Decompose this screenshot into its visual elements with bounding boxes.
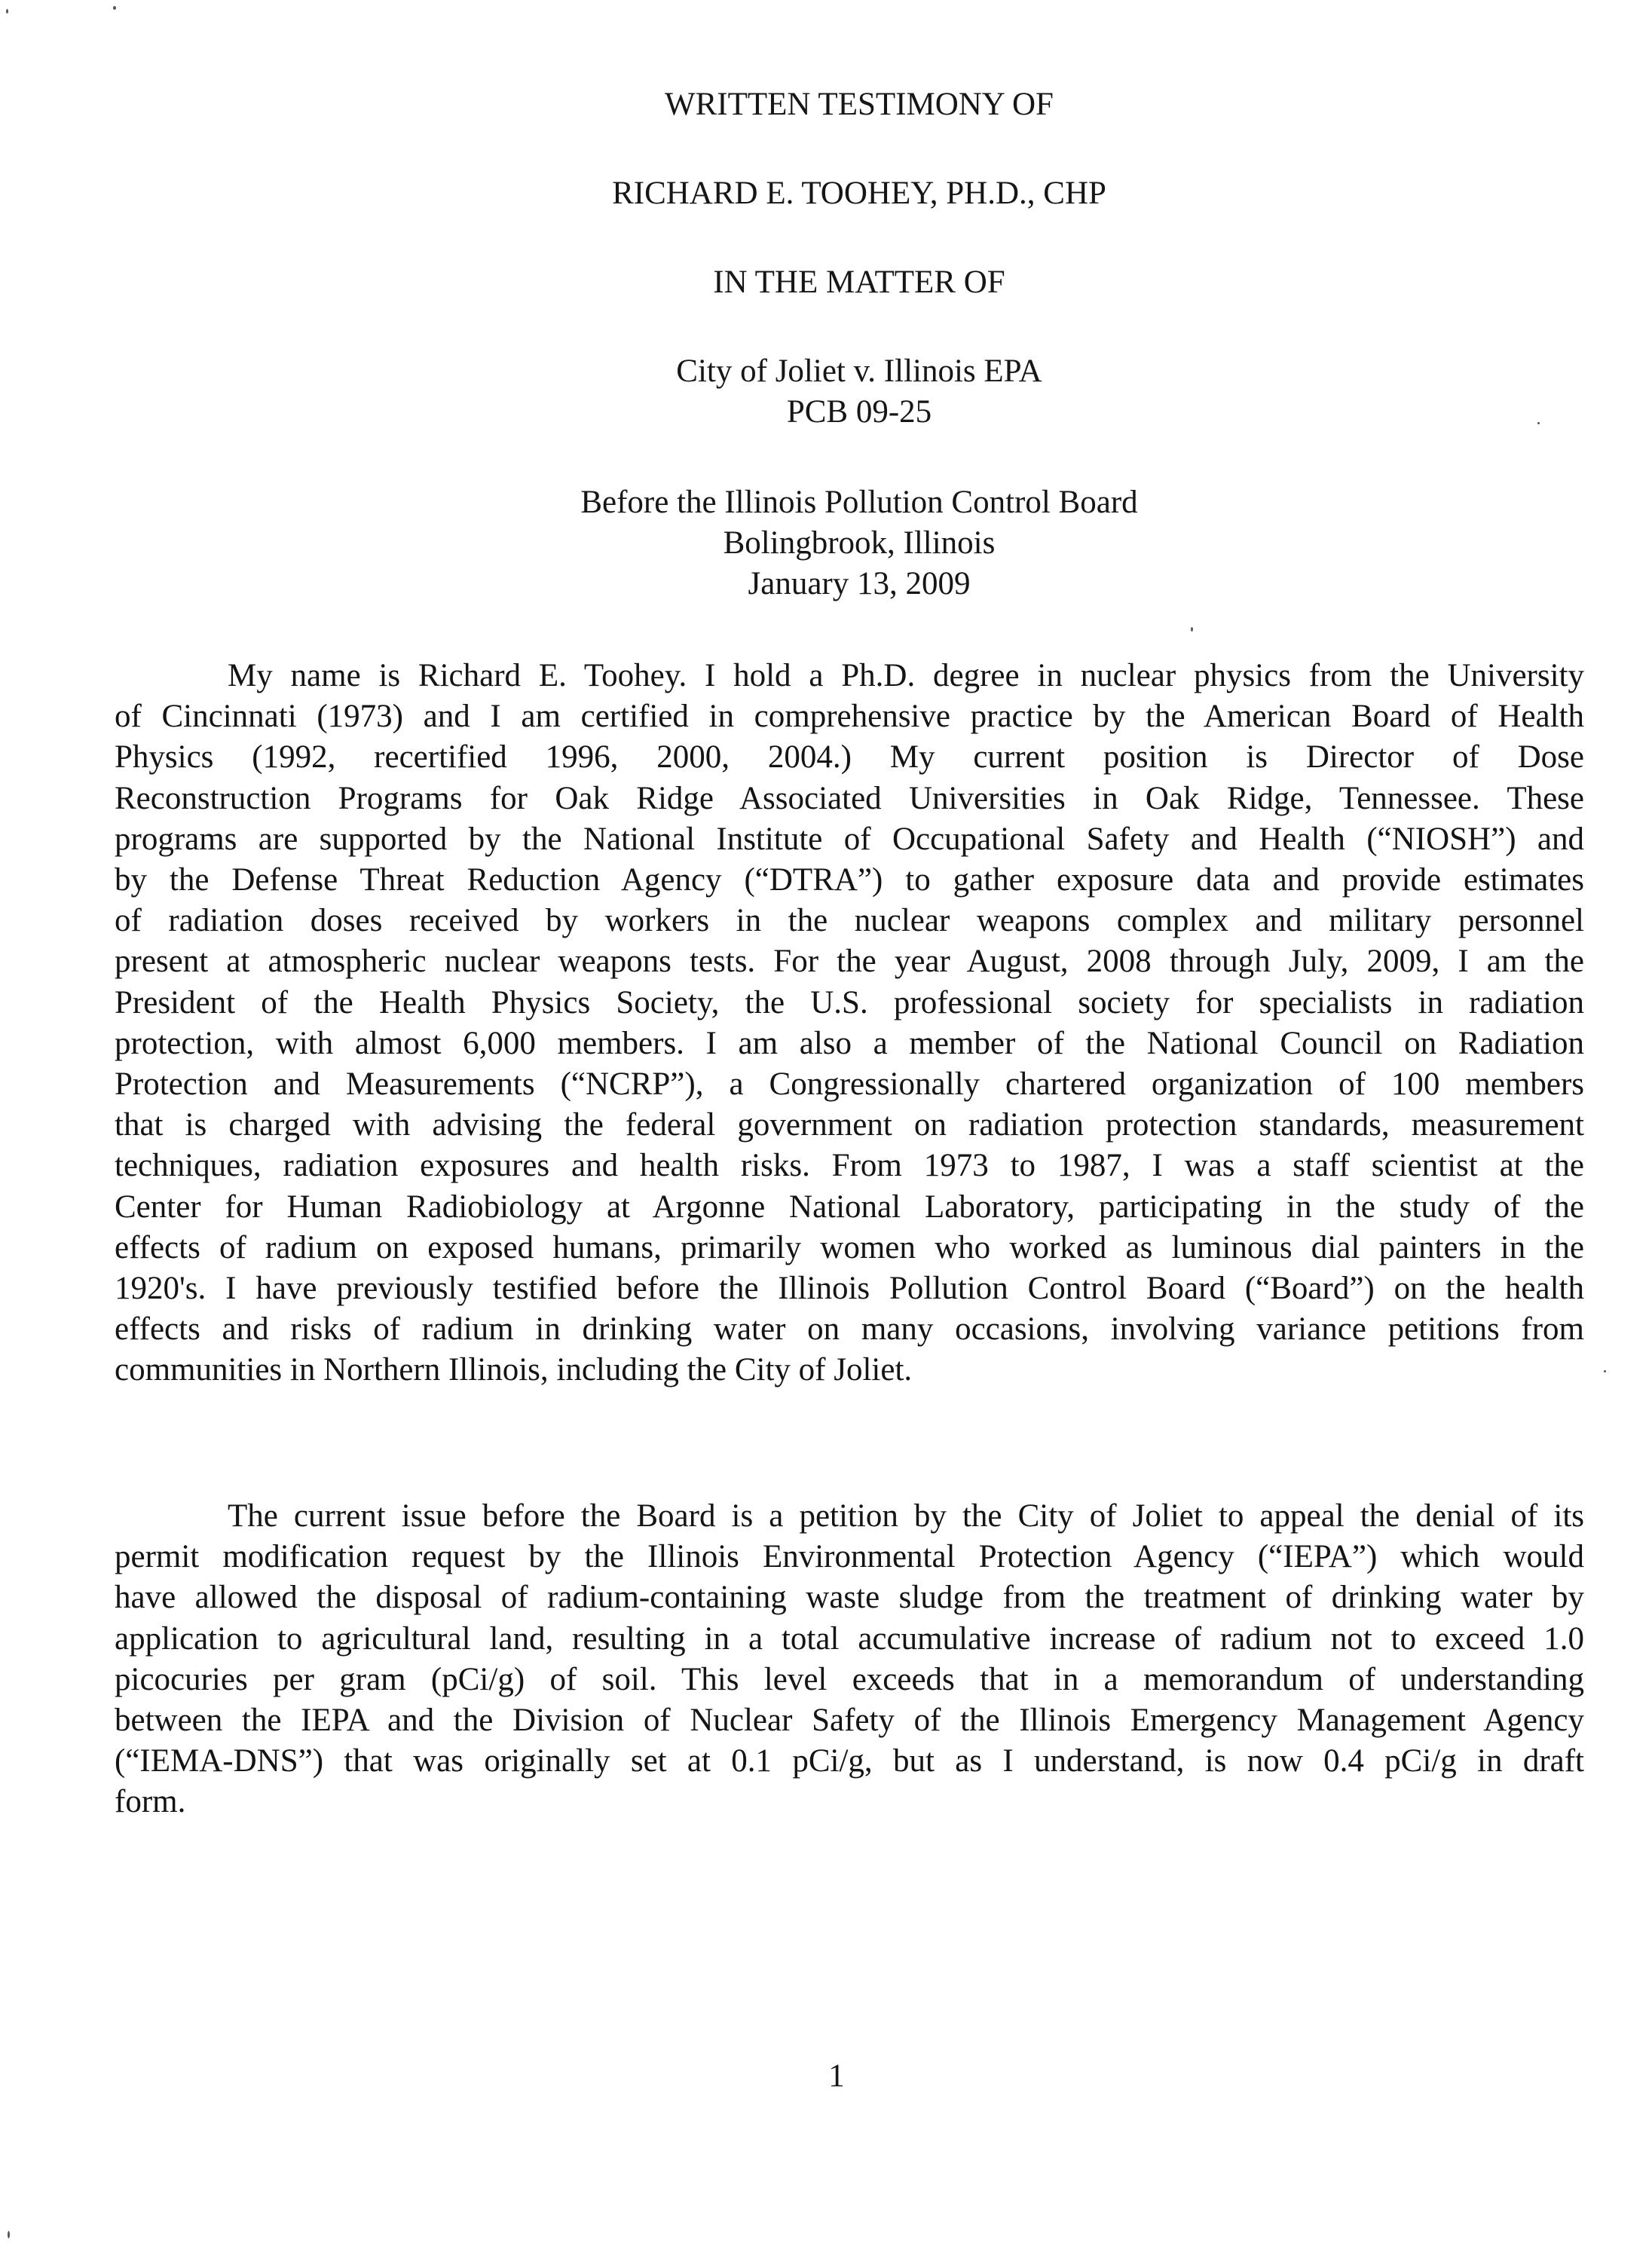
paragraph-line: permit modification request by the Illinois Environmental Protection Agency (“IEPA”) which would bbox=[115, 1539, 1584, 1575]
location-line: Bolingbrook, Illinois bbox=[723, 525, 996, 561]
paragraph-line: application to agricultural land, resulting in a total accumulative increase of radium not to exceed 1.0 bbox=[115, 1620, 1584, 1657]
author-line: RICHARD E. TOOHEY, PH.D., CHP bbox=[612, 176, 1106, 211]
paragraph-line: effects and risks of radium in drinking water on many occasions, involving variance petitions from bbox=[115, 1311, 1584, 1348]
paragraph-line: Reconstruction Programs for Oak Ridge Associated Universities in Oak Ridge, Tennessee. These bbox=[115, 780, 1584, 816]
paragraph-line: (“IEMA-DNS”) that was originally set at 0.1 pCi/g, but as I understand, is now 0.4 pCi/g in draft bbox=[115, 1743, 1584, 1779]
venue-heading bbox=[422, 482, 1296, 604]
paragraph-line: programs are supported by the National Institute of Occupational Safety and Health (“NIOSH”) and bbox=[115, 821, 1584, 857]
case-number: PCB 09-25 bbox=[786, 394, 932, 430]
date-line: January 13, 2009 bbox=[748, 566, 971, 601]
scan-speck bbox=[1604, 1370, 1606, 1372]
scan-speck bbox=[1537, 422, 1540, 424]
paragraph-line: picocuries per gram (pCi/g) of soil. This level exceeds that in a memorandum of understanding bbox=[115, 1661, 1584, 1697]
title-line: WRITTEN TESTIMONY OF bbox=[665, 87, 1054, 122]
scan-speck bbox=[8, 2231, 10, 2238]
matter-line: IN THE MATTER OF bbox=[713, 265, 1005, 300]
paragraph-line: by the Defense Threat Reduction Agency (“DTRA”) to gather exposure data and provide estimates bbox=[115, 862, 1584, 898]
author-heading bbox=[422, 173, 1296, 214]
paragraph-line: that is charged with advising the federal government on radiation protection standards, measurement bbox=[115, 1107, 1584, 1143]
matter-heading bbox=[422, 262, 1296, 303]
paragraph-line: President of the Health Physics Society, the U.S. professional society for specialists in radiation bbox=[115, 984, 1584, 1020]
paragraph-line: My name is Richard E. Toohey. I hold a Ph.D. degree in nuclear physics from the University bbox=[228, 658, 1584, 693]
case-name: City of Joliet v. Illinois EPA bbox=[676, 353, 1042, 389]
paragraph-line: Physics (1992, recertified 1996, 2000, 2004.) My current position is Director of Dose bbox=[115, 739, 1584, 776]
paragraph-line: techniques, radiation exposures and health risks. From 1973 to 1987, I was a staff scientist at the bbox=[115, 1148, 1584, 1184]
paragraph-line: The current issue before the Board is a petition by the City of Joliet to appeal the denial of its bbox=[228, 1498, 1584, 1534]
paragraph-line: form. bbox=[115, 1784, 186, 1820]
scan-speck bbox=[1191, 627, 1193, 632]
case-heading bbox=[422, 351, 1296, 433]
venue-line: Before the Illinois Pollution Control Board bbox=[580, 485, 1138, 520]
scan-speck bbox=[113, 6, 116, 10]
paragraph-line: of radiation doses received by workers in the nuclear weapons complex and military personnel bbox=[115, 903, 1584, 939]
paragraph-line: Protection and Measurements (“NCRP”), a Congressionally chartered organization of 100 members bbox=[115, 1066, 1584, 1103]
document-title bbox=[422, 84, 1296, 125]
paragraph-line: effects of radium on exposed humans, primarily women who worked as luminous dial painters in the bbox=[115, 1229, 1584, 1265]
paragraph-line: 1920's. I have previously testified before the Illinois Pollution Control Board (“Board”) on the health bbox=[115, 1271, 1584, 1307]
page-number: 1 bbox=[828, 2058, 845, 2094]
paragraph-line: between the IEPA and the Division of Nuclear Safety of the Illinois Emergency Management Agency bbox=[115, 1703, 1584, 1739]
body-paragraph bbox=[115, 656, 1584, 1391]
body-paragraph bbox=[115, 1496, 1584, 1823]
paragraph-line: protection, with almost 6,000 members. I am also a member of the National Council on Radiation bbox=[115, 1025, 1584, 1061]
paragraph-line: present at atmospheric nuclear weapons tests. For the year August, 2008 through July, 2009, I am the bbox=[115, 944, 1584, 980]
paragraph-line: have allowed the disposal of radium-containing waste sludge from the treatment of drinking water by bbox=[115, 1580, 1584, 1616]
paragraph-line: of Cincinnati (1973) and I am certified in comprehensive practice by the American Board of Health bbox=[115, 699, 1584, 735]
paragraph-line: Center for Human Radiobiology at Argonne National Laboratory, participating in the study of the bbox=[115, 1189, 1584, 1225]
scan-speck bbox=[6, 9, 8, 14]
paragraph-line: communities in Northern Illinois, including the City of Joliet. bbox=[115, 1352, 913, 1388]
